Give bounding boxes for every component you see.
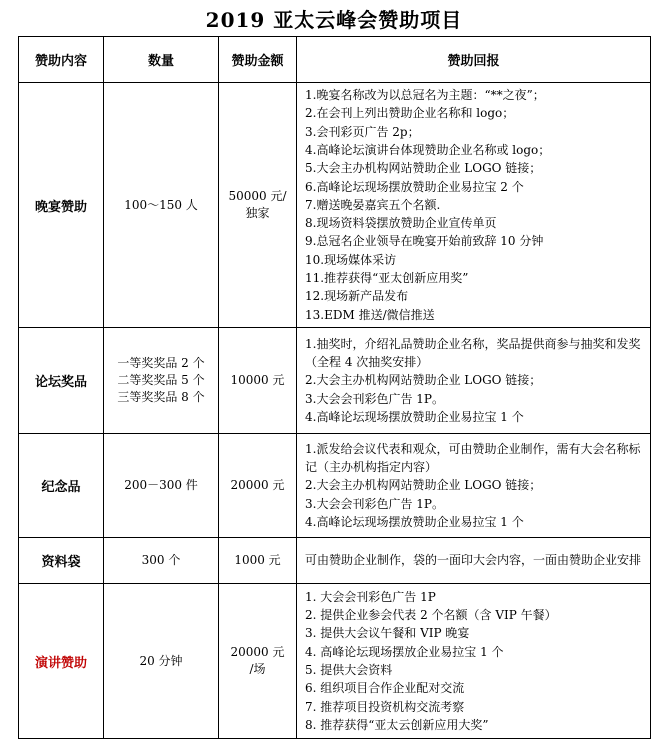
row-category: 演讲赞助 (19, 584, 104, 739)
header-quantity: 数量 (104, 37, 219, 83)
reward-item: 1.晚宴名称改为以总冠名为主题：“**之夜”； (305, 88, 545, 103)
table-row (19, 434, 651, 538)
row-amount (219, 434, 297, 538)
reward-item: 10.现场媒体采访 (305, 252, 397, 267)
row-quantity (104, 434, 219, 538)
reward-item: 3.会刊彩页广告 2p； (305, 124, 420, 139)
reward-item: 3. 提供大会议午餐和 VIP 晚宴 (305, 626, 470, 641)
row-quantity (104, 538, 219, 584)
reward-item: 4.高峰论坛现场摆放赞助企业易拉宝 1 个 (305, 409, 524, 424)
amount-line: 20000 元 (230, 645, 285, 659)
reward-item: 1.抽奖时，介绍礼品赞助企业名称，奖品提供商参与抽奖和发奖（全程 4 次抽奖安排） (305, 336, 641, 370)
reward-item: 2. 提供企业参会代表 2 个名额（含 VIP 午餐） (305, 608, 557, 623)
row-amount (219, 538, 297, 584)
reward-item: 5. 提供大会资料 (305, 663, 393, 677)
reward-item: 4.高峰论坛演讲台体现赞助企业名称或 logo； (305, 142, 551, 157)
reward-item: 11.推荐获得“亚太创新应用奖” (305, 271, 469, 286)
row-category: 晚宴赞助 (19, 83, 104, 328)
quantity-line: 20 分钟 (139, 653, 183, 668)
reward-item: 7. 推荐项目投资机构交流考察 (305, 699, 465, 714)
reward-item: 2.在会刊上列出赞助企业名称和 logo； (305, 106, 515, 121)
quantity-line: 二等奖奖品 5 个 (117, 373, 205, 387)
reward-item: 4. 高峰论坛现场摆放企业易拉宝 1 个 (305, 644, 504, 659)
row-category: 资料袋 (19, 538, 104, 584)
row-amount (219, 584, 297, 739)
row-rewards (297, 328, 651, 434)
header-rewards: 赞助回报 (297, 37, 651, 83)
row-quantity (104, 328, 219, 434)
quantity-line: 三等奖奖品 8 个 (117, 390, 205, 404)
reward-item: 可由赞助企业制作，袋的一面印大会内容，一面由赞助企业安排 (305, 553, 642, 568)
row-rewards (297, 434, 651, 538)
amount-line: 50000 元/ (228, 189, 287, 203)
sponsorship-table (18, 36, 651, 739)
reward-item: 13.EDM 推送/微信推送 (305, 307, 435, 322)
reward-item: 6.高峰论坛现场摆放赞助企业易拉宝 2 个 (305, 179, 524, 194)
amount-line: 10000 元 (230, 373, 285, 387)
quantity-line: 100～150 人 (124, 197, 198, 212)
amount-line: 20000 元 (230, 478, 285, 492)
amount-line: /场 (249, 662, 266, 676)
row-rewards (297, 538, 651, 584)
row-category: 论坛奖品 (19, 328, 104, 434)
row-category: 纪念品 (19, 434, 104, 538)
table-row (19, 328, 651, 434)
row-quantity (104, 584, 219, 739)
reward-item: 4.高峰论坛现场摆放赞助企业易拉宝 1 个 (305, 514, 524, 529)
header-sponsor-content: 赞助内容 (19, 37, 104, 83)
reward-item: 3.大会会刊彩色广告 1P。 (305, 391, 444, 406)
amount-line: 1000 元 (234, 553, 281, 567)
reward-item: 9.总冠名企业领导在晚宴开始前致辞 10 分钟 (305, 234, 544, 249)
row-amount (219, 328, 297, 434)
quantity-line: 200－300 件 (124, 478, 198, 492)
reward-item: 3.大会会刊彩色广告 1P。 (305, 496, 444, 511)
table-row (19, 538, 651, 584)
row-rewards (297, 584, 651, 739)
row-quantity (104, 83, 219, 328)
reward-item: 5.大会主办机构网站赞助企业 LOGO 链接； (305, 161, 542, 176)
table-row (19, 584, 651, 739)
reward-item: 12.现场新产品发布 (305, 289, 409, 304)
row-rewards (297, 83, 651, 328)
amount-line: 独家 (245, 206, 270, 220)
reward-item: 8. 推荐获得“亚太云创新应用大奖” (305, 717, 489, 732)
reward-item: 6. 组织项目合作企业配对交流 (305, 681, 465, 696)
quantity-line: 300 个 (141, 553, 181, 567)
quantity-line: 一等奖奖品 2 个 (117, 356, 205, 370)
reward-item: 8.现场资料袋摆放赞助企业宣传单页 (305, 216, 497, 231)
table-row (19, 83, 651, 328)
row-amount (219, 83, 297, 328)
reward-item: 1. 大会会刊彩色广告 1P (305, 589, 436, 604)
reward-item: 2.大会主办机构网站赞助企业 LOGO 链接； (305, 478, 542, 493)
page-title: 2019 亚太云峰会赞助项目 (205, 8, 463, 32)
reward-item: 7.赠送晚晏嘉宾五个名额. (305, 197, 441, 212)
reward-item: 1.派发给会议代表和观众，可由赞助企业制作，需有大会名称标记（主办机构指定内容） (305, 441, 641, 475)
table-header-row (19, 37, 651, 83)
reward-item: 2.大会主办机构网站赞助企业 LOGO 链接； (305, 373, 542, 388)
header-amount: 赞助金额 (219, 37, 297, 83)
